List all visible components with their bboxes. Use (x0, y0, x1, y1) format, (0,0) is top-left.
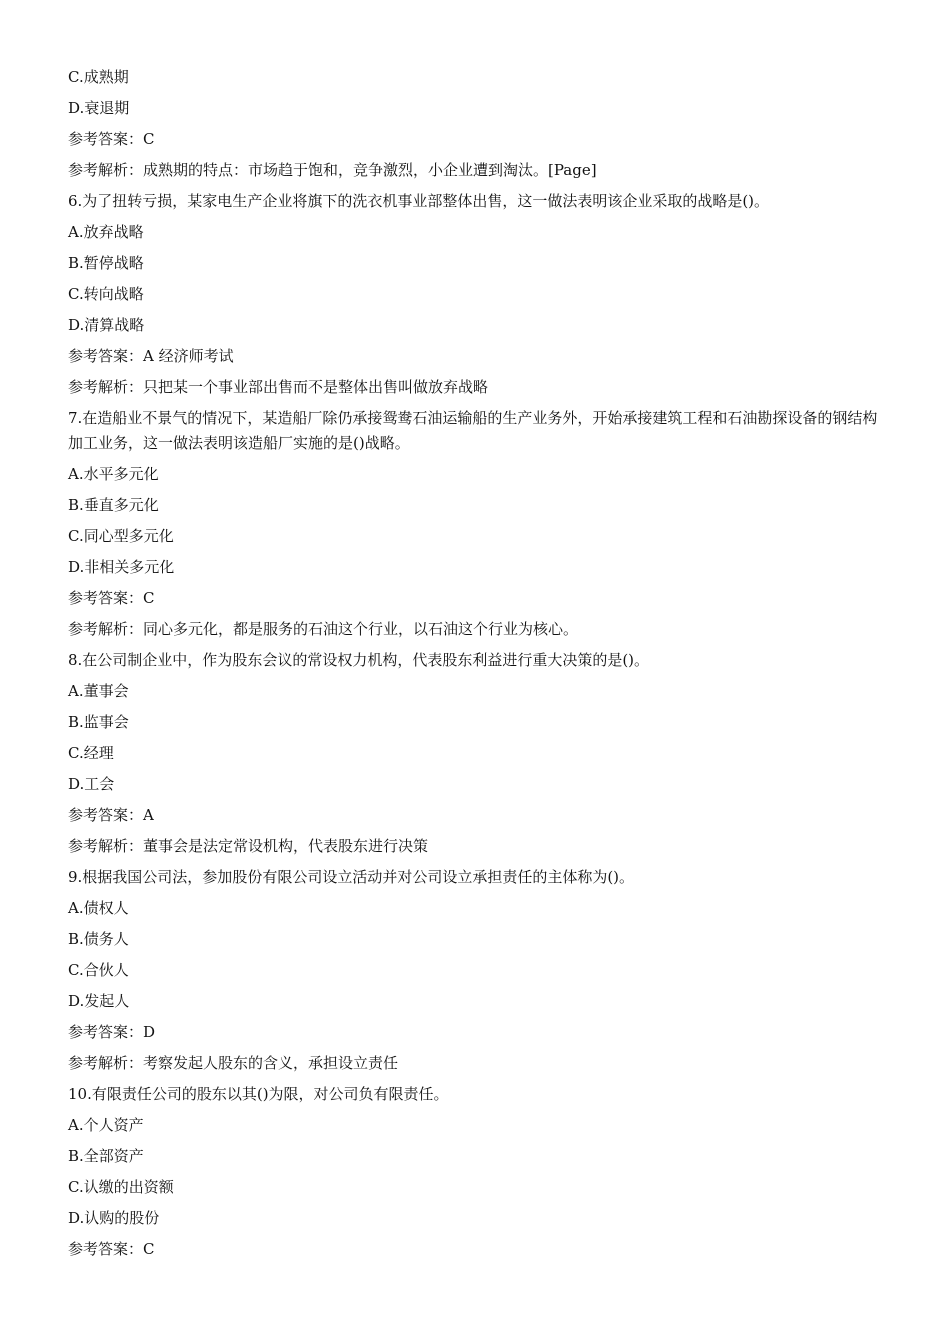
answer-option: C.同心型多元化 (68, 527, 174, 545)
reference-answer: 参考答案：D (68, 1023, 156, 1041)
answer-option: B.垂直多元化 (68, 496, 159, 514)
answer-option: D.清算战略 (68, 316, 145, 334)
answer-option: B.监事会 (68, 713, 129, 731)
reference-answer: 参考答案：C (68, 589, 155, 607)
answer-option: A.水平多元化 (68, 465, 159, 483)
question-text: 10.有限责任公司的股东以其()为限，对公司负有限责任。 (68, 1085, 449, 1103)
answer-option: D.衰退期 (68, 99, 130, 117)
reference-answer: 参考答案：C (68, 1240, 155, 1258)
answer-option: B.全部资产 (68, 1147, 144, 1165)
question-text: 7.在造船业不景气的情况下，某造船厂除仍承接鸳鸯石油运输船的生产业务外，开始承接建筑工程和石油勘探设备的钢结构加工业务，这一做法表明该造船厂实施的是()战略。 (68, 409, 878, 452)
reference-analysis: 参考解析：同心多元化，都是服务的石油这个行业，以石油这个行业为核心。 (68, 620, 579, 638)
reference-analysis: 参考解析：成熟期的特点：市场趋于饱和，竞争激烈，小企业遭到淘汰。[Page] (68, 161, 597, 179)
answer-option: B.暂停战略 (68, 254, 144, 272)
reference-answer: 参考答案：C (68, 130, 155, 148)
reference-answer: 参考答案：A (68, 806, 154, 824)
answer-option: A.放弃战略 (68, 223, 144, 241)
answer-option: D.认购的股份 (68, 1209, 160, 1227)
reference-analysis: 参考解析：董事会是法定常设机构，代表股东进行决策 (68, 837, 429, 855)
question-text: 8.在公司制企业中，作为股东会议的常设权力机构，代表股东利益进行重大决策的是()。 (68, 651, 650, 669)
question-text: 6.为了扭转亏损，某家电生产企业将旗下的洗衣机事业部整体出售，这一做法表明该企业采取的战略是()。 (68, 192, 770, 210)
answer-option: C.经理 (68, 744, 114, 762)
reference-answer: 参考答案：A 经济师考试 (68, 347, 234, 365)
question-text: 9.根据我国公司法，参加股份有限公司设立活动并对公司设立承担责任的主体称为()。 (68, 868, 635, 886)
answer-option: A.债权人 (68, 899, 129, 917)
answer-option: A.个人资产 (68, 1116, 144, 1134)
answer-option: C.合伙人 (68, 961, 129, 979)
answer-option: D.发起人 (68, 992, 130, 1010)
answer-option: C.成熟期 (68, 68, 129, 86)
answer-option: C.转向战略 (68, 285, 144, 303)
answer-option: D.非相关多元化 (68, 558, 175, 576)
answer-option: B.债务人 (68, 930, 129, 948)
answer-option: C.认缴的出资额 (68, 1178, 174, 1196)
reference-analysis: 参考解析：考察发起人股东的含义，承担设立责任 (68, 1054, 399, 1072)
answer-option: A.董事会 (68, 682, 129, 700)
answer-option: D.工会 (68, 775, 115, 793)
reference-analysis: 参考解析：只把某一个事业部出售而不是整体出售叫做放弃战略 (68, 378, 489, 396)
